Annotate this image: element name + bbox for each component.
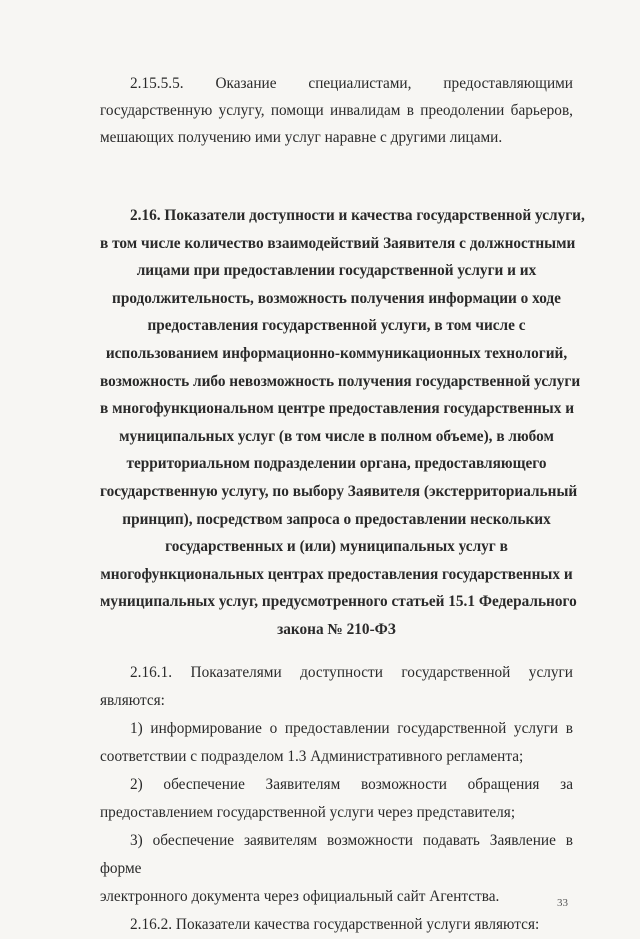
heading-line: в том числе количество взаимодействий Заявителя с должностными bbox=[100, 234, 576, 252]
heading-line: муниципальных услуг, предусмотренного статьей 15.1 Федерального bbox=[100, 593, 577, 611]
list-item-1-line1: 1) информирование о предоставлении государственной услуги в bbox=[130, 720, 573, 737]
heading-line: многофункциональных центрах предоставления государственных и bbox=[100, 565, 573, 583]
list-item-3-line1: 3) обеспечение заявителям возможности подавать Заявление в форме bbox=[100, 832, 573, 877]
list-item-2-line1: 2) обеспечение Заявителям возможности обращения за bbox=[130, 776, 573, 793]
heading-line: в многофункциональном центре предоставления государственных и bbox=[100, 400, 575, 418]
page-number: 33 bbox=[557, 897, 568, 909]
heading-line: государственных и (или) муниципальных услуг в bbox=[165, 538, 508, 556]
heading-line: территориальном подразделении органа, предоставляющего bbox=[126, 455, 547, 473]
list-item-1-line2: соответствии с подразделом 1.3 Административного регламента; bbox=[100, 748, 524, 765]
section-2-15-5-5-line1: 2.15.5.5. Оказание специалистами, предоставляющими bbox=[130, 75, 573, 92]
section-2-15-5-5-line3: мешающих получению ими услуг наравне с другими лицами. bbox=[100, 129, 503, 146]
heading-line: предоставления государственной услуги, в том числе с bbox=[147, 317, 526, 335]
heading-line: продолжительность, возможность получения информации о ходе bbox=[112, 289, 561, 307]
heading-line: закона № 210-ФЗ bbox=[277, 620, 396, 638]
paragraph-2-16-1: 2.16.1. Показателями доступности государственной услуги являются: bbox=[100, 664, 573, 709]
heading-line: возможность либо невозможность получения государственной услуги bbox=[100, 372, 581, 390]
section-2-15-5-5 bbox=[100, 70, 573, 151]
section-2-15-5-5-line2: государственную услугу, помощи инвалидам в преодолении барьеров, bbox=[100, 102, 573, 119]
heading-line: использованием информационно-коммуникационных технологий, bbox=[105, 344, 568, 362]
list-item-2-line2: предоставлением государственной услуги через представителя; bbox=[100, 804, 516, 821]
heading-line: принцип), посредством запроса о предоставлении нескольких bbox=[122, 510, 551, 528]
heading-2-16 bbox=[100, 202, 585, 644]
heading-line: лицами при предоставлении государственной услуги и их bbox=[136, 262, 537, 280]
heading-line: государственную услугу, по выбору Заявителя (экстерриториальный bbox=[100, 482, 578, 500]
paragraph-2-16-2: 2.16.2. Показатели качества государственной услуги являются: bbox=[130, 916, 540, 933]
heading-line: 2.16. Показатели доступности и качества государственной услуги, bbox=[130, 207, 585, 224]
heading-line: муниципальных услуг (в том числе в полном объеме), в любом bbox=[119, 427, 554, 445]
list-item-3-line2: электронного документа через официальный сайт Агентства. bbox=[100, 888, 500, 905]
section-2-16-body bbox=[100, 659, 573, 939]
